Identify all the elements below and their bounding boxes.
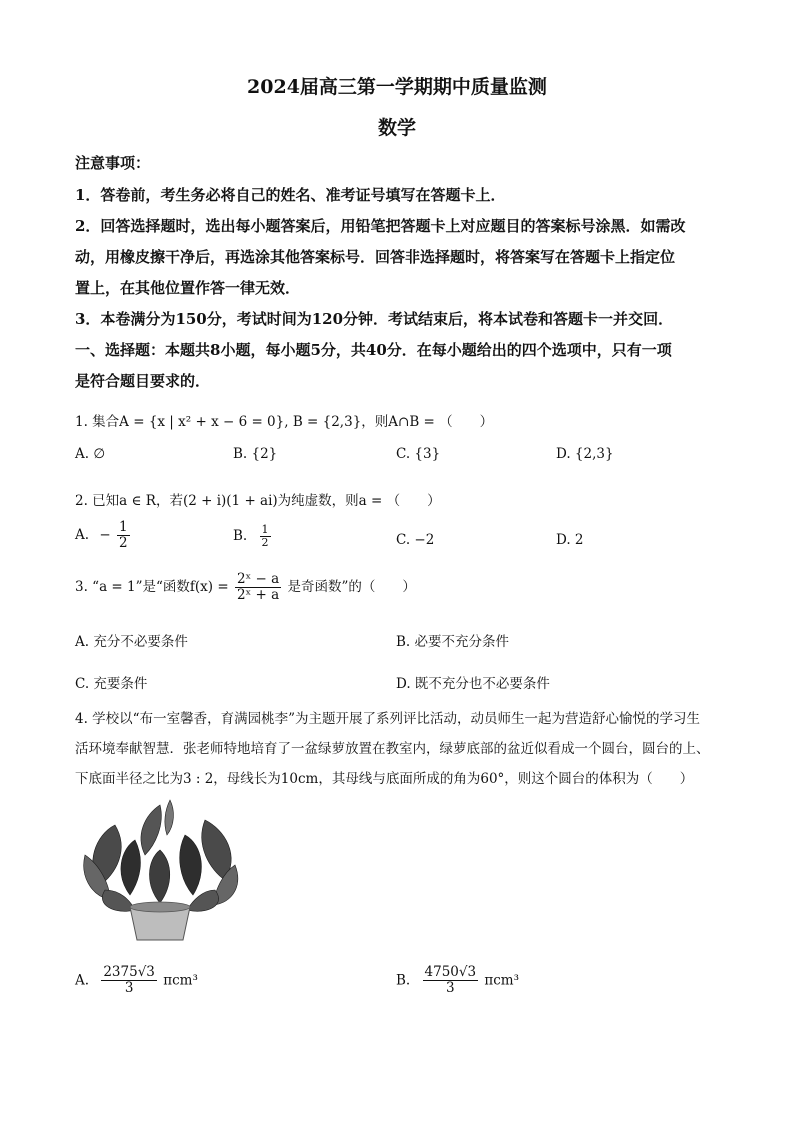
notice-heading: 注意事项： [75, 154, 151, 172]
q1-option-c: C. {3} [396, 446, 441, 462]
stem-suffix: 是奇函数”的（ ） [287, 579, 416, 595]
q2-option-c: C. −2 [396, 532, 435, 548]
q4-option-b [396, 965, 519, 996]
notice-line: 2．回答选择题时，选出每小题答案后，用铅笔把答题卡上对应题目的答案标号涂黑．如需改 [75, 217, 686, 235]
fraction-denominator: 2ˣ + a [236, 587, 280, 603]
fraction-denominator: 2 [118, 535, 128, 551]
question-4-line: 活环境奉献智慧．张老师特地培育了一盆绿萝放置在教室内，绿萝底部的盆近似看成一个圆台，圆台的上、 [75, 741, 710, 757]
question-4-line: 4. 学校以“布一室馨香，育满园桃李”为主题开展了系列评比活动，动员师生一起为营造舒心愉悦的学习生 [75, 711, 700, 727]
fraction [117, 520, 130, 551]
fraction [260, 524, 271, 549]
q2-option-d: D. 2 [556, 532, 584, 548]
q2-option-b [233, 524, 273, 549]
fraction-numerator: 2ˣ − a [236, 571, 280, 587]
q1-option-b: B. {2} [233, 446, 278, 462]
section-heading-cont: 是符合题目要求的． [75, 372, 211, 390]
q1-option-d: D. {2,3} [556, 446, 614, 462]
q3-option-a: A. 充分不必要条件 [75, 634, 188, 650]
q2-option-a [75, 520, 132, 551]
option-label: A. [75, 527, 90, 543]
q3-option-b: B. 必要不充分条件 [396, 634, 510, 650]
notice-line: 置上，在其他位置作答一律无效． [75, 279, 301, 297]
q4-option-a [75, 965, 198, 996]
question-4-line: 下底面半径之比为3 : 2，母线长为10cm，其母线与底面所成的角为60°，则这个圆台的体积为（ ） [75, 771, 694, 787]
question-3-stem [75, 572, 416, 603]
fraction [101, 965, 157, 996]
question-2-stem: 2. 已知a ∈ R，若(2 + i)(1 + ai)为纯虚数，则a = （ ） [75, 493, 441, 509]
q3-option-d: D. 既不充分也不必要条件 [396, 676, 550, 692]
fraction-numerator: 4750√3 [424, 964, 477, 980]
fraction [235, 572, 281, 603]
fraction-numerator: 1 [118, 519, 128, 535]
section-heading: 一、选择题：本题共8小题，每小题5分，共40分．在每小题给出的四个选项中，只有一项 [75, 341, 672, 359]
notice-line: 1．答卷前，考生务必将自己的姓名、准考证号填写在答题卡上． [75, 186, 506, 204]
option-label: B. [233, 528, 248, 544]
minus-sign: − [99, 527, 111, 543]
option-label: A. [75, 972, 90, 989]
subject-title: 数学 [377, 117, 416, 139]
question-1-stem: 1. 集合A = {x | x² + x − 6 = 0}, B = {2,3}，则A∩B = （ ） [75, 414, 494, 430]
notice-line: 3．本卷满分为150分，考试时间为120分钟．考试结束后，将本试卷和答题卡一并交回． [75, 310, 674, 328]
fraction-denominator: 2 [261, 536, 269, 549]
potted-plant-image [75, 795, 245, 945]
notice-line: 动，用橡皮擦干净后，再选涂其他答案标号．回答非选择题时，将答案写在答题卡上指定位 [75, 248, 676, 266]
fraction-denominator: 3 [446, 980, 455, 996]
unit: πcm³ [484, 972, 520, 989]
unit: πcm³ [163, 972, 198, 989]
q1-option-a: A. ∅ [75, 446, 106, 462]
q3-option-c: C. 充要条件 [75, 676, 148, 692]
exam-title: 2024届高三第一学期期中质量监测 [247, 76, 547, 98]
fraction-denominator: 3 [124, 980, 134, 996]
stem-prefix: 3. “a = 1”是“函数f(x) = [75, 579, 229, 595]
fraction-numerator: 1 [261, 523, 269, 536]
fraction [423, 965, 479, 996]
option-label: B. [396, 972, 411, 989]
fraction-numerator: 2375√3 [103, 964, 155, 980]
